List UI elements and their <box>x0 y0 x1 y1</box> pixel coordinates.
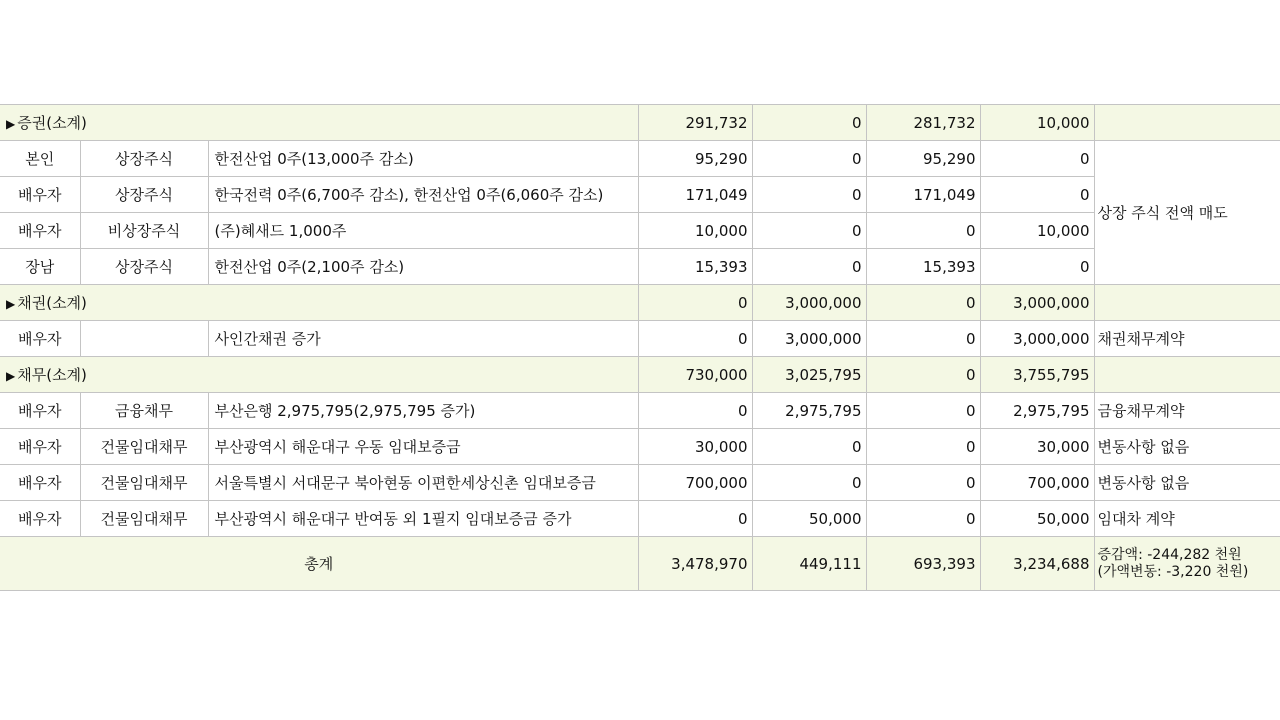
expand-arrow-icon[interactable]: ▶ <box>6 369 16 383</box>
value-cell: 0 <box>638 285 752 321</box>
value-cell: 3,755,795 <box>980 357 1094 393</box>
securities-note-cell: 상장 주식 전액 매도 <box>1094 141 1280 285</box>
note-cell: 금융채무계약 <box>1094 393 1280 429</box>
value-cell: 0 <box>866 357 980 393</box>
relation-cell: 본인 <box>0 141 80 177</box>
value-cell: 693,393 <box>866 537 980 591</box>
type-cell: 건물임대채무 <box>80 501 208 537</box>
type-cell: 상장주식 <box>80 177 208 213</box>
table-row <box>0 141 1280 177</box>
value-cell: 0 <box>638 501 752 537</box>
value-cell: 700,000 <box>980 465 1094 501</box>
relation-cell: 배우자 <box>0 465 80 501</box>
value-cell: 2,975,795 <box>980 393 1094 429</box>
note-cell: 임대차 계약 <box>1094 501 1280 537</box>
value-cell: 171,049 <box>866 177 980 213</box>
table-row <box>0 465 1280 501</box>
table-row <box>0 393 1280 429</box>
value-cell: 0 <box>752 249 866 285</box>
value-cell: 0 <box>980 141 1094 177</box>
type-cell: 금융채무 <box>80 393 208 429</box>
value-cell: 281,732 <box>866 105 980 141</box>
value-cell: 3,025,795 <box>752 357 866 393</box>
value-cell: 10,000 <box>980 105 1094 141</box>
relation-cell: 배우자 <box>0 177 80 213</box>
value-cell: 2,975,795 <box>752 393 866 429</box>
value-cell: 3,000,000 <box>752 285 866 321</box>
value-cell: 30,000 <box>638 429 752 465</box>
value-cell: 0 <box>752 429 866 465</box>
total-value-change: (가액변동: -3,220 천원) <box>1097 563 1249 580</box>
value-cell: 291,732 <box>638 105 752 141</box>
detail-cell: (주)혜새드 1,000주 <box>208 213 638 249</box>
note-cell: 채권채무계약 <box>1094 321 1280 357</box>
value-cell: 171,049 <box>638 177 752 213</box>
value-cell: 3,000,000 <box>752 321 866 357</box>
value-cell: 10,000 <box>638 213 752 249</box>
detail-cell: 한전산업 0주(13,000주 감소) <box>208 141 638 177</box>
value-cell: 30,000 <box>980 429 1094 465</box>
value-cell: 0 <box>980 177 1094 213</box>
type-cell: 건물임대채무 <box>80 465 208 501</box>
value-cell: 3,234,688 <box>980 537 1094 591</box>
value-cell: 50,000 <box>752 501 866 537</box>
value-cell: 0 <box>638 393 752 429</box>
value-cell: 0 <box>638 321 752 357</box>
type-cell: 건물임대채무 <box>80 429 208 465</box>
total-change-amount: 증감액: -244,282 천원 <box>1097 546 1242 563</box>
relation-cell: 배우자 <box>0 429 80 465</box>
detail-cell: 한전산업 0주(2,100주 감소) <box>208 249 638 285</box>
type-cell: 상장주식 <box>80 141 208 177</box>
value-cell: 0 <box>752 105 866 141</box>
relation-cell: 배우자 <box>0 501 80 537</box>
total-label: 총계 <box>0 537 638 591</box>
subtotal-label-cell <box>0 105 638 141</box>
value-cell: 3,478,970 <box>638 537 752 591</box>
type-cell <box>80 321 208 357</box>
value-cell: 0 <box>866 393 980 429</box>
value-cell: 3,000,000 <box>980 321 1094 357</box>
value-cell: 0 <box>752 177 866 213</box>
type-cell: 비상장주식 <box>80 213 208 249</box>
table-row <box>0 501 1280 537</box>
table-row <box>0 321 1280 357</box>
relation-cell: 장남 <box>0 249 80 285</box>
detail-cell: 부산광역시 해운대구 우동 임대보증금 <box>208 429 638 465</box>
value-cell: 0 <box>866 501 980 537</box>
detail-cell: 한국전력 0주(6,700주 감소), 한전산업 0주(6,060주 감소) <box>208 177 638 213</box>
table-row <box>0 213 1280 249</box>
value-cell: 0 <box>866 213 980 249</box>
value-cell: 0 <box>752 213 866 249</box>
value-cell: 0 <box>752 141 866 177</box>
table-row <box>0 177 1280 213</box>
expand-arrow-icon[interactable]: ▶ <box>6 117 16 131</box>
total-row <box>0 537 1280 591</box>
expand-arrow-icon[interactable]: ▶ <box>6 297 16 311</box>
value-cell: 95,290 <box>866 141 980 177</box>
detail-cell: 부산은행 2,975,795(2,975,795 증가) <box>208 393 638 429</box>
note-cell: 변동사항 없음 <box>1094 465 1280 501</box>
value-cell: 0 <box>866 429 980 465</box>
value-cell: 15,393 <box>638 249 752 285</box>
note-cell <box>1094 357 1280 393</box>
value-cell: 50,000 <box>980 501 1094 537</box>
note-cell <box>1094 105 1280 141</box>
relation-cell: 배우자 <box>0 393 80 429</box>
asset-change-table <box>0 104 1280 591</box>
subtotal-label: 채권(소계) <box>17 294 87 312</box>
value-cell: 449,111 <box>752 537 866 591</box>
subtotal-row-securities <box>0 105 1280 141</box>
value-cell: 0 <box>752 465 866 501</box>
detail-cell: 사인간채권 증가 <box>208 321 638 357</box>
subtotal-label-cell <box>0 357 638 393</box>
value-cell: 15,393 <box>866 249 980 285</box>
table-row <box>0 249 1280 285</box>
value-cell: 700,000 <box>638 465 752 501</box>
detail-cell: 서울특별시 서대문구 북아현동 이편한세상신촌 임대보증금 <box>208 465 638 501</box>
note-cell <box>1094 285 1280 321</box>
value-cell: 0 <box>980 249 1094 285</box>
value-cell: 0 <box>866 285 980 321</box>
relation-cell: 배우자 <box>0 213 80 249</box>
subtotal-label: 채무(소계) <box>17 366 87 384</box>
value-cell: 95,290 <box>638 141 752 177</box>
subtotal-row-bonds <box>0 285 1280 321</box>
value-cell: 730,000 <box>638 357 752 393</box>
subtotal-label: 증권(소계) <box>17 114 87 132</box>
total-note-cell <box>1094 537 1280 591</box>
value-cell: 0 <box>866 465 980 501</box>
subtotal-label-cell <box>0 285 638 321</box>
value-cell: 0 <box>866 321 980 357</box>
type-cell: 상장주식 <box>80 249 208 285</box>
value-cell: 10,000 <box>980 213 1094 249</box>
subtotal-row-debts <box>0 357 1280 393</box>
value-cell: 3,000,000 <box>980 285 1094 321</box>
note-cell: 변동사항 없음 <box>1094 429 1280 465</box>
detail-cell: 부산광역시 해운대구 반여동 외 1필지 임대보증금 증가 <box>208 501 638 537</box>
table-row <box>0 429 1280 465</box>
relation-cell: 배우자 <box>0 321 80 357</box>
